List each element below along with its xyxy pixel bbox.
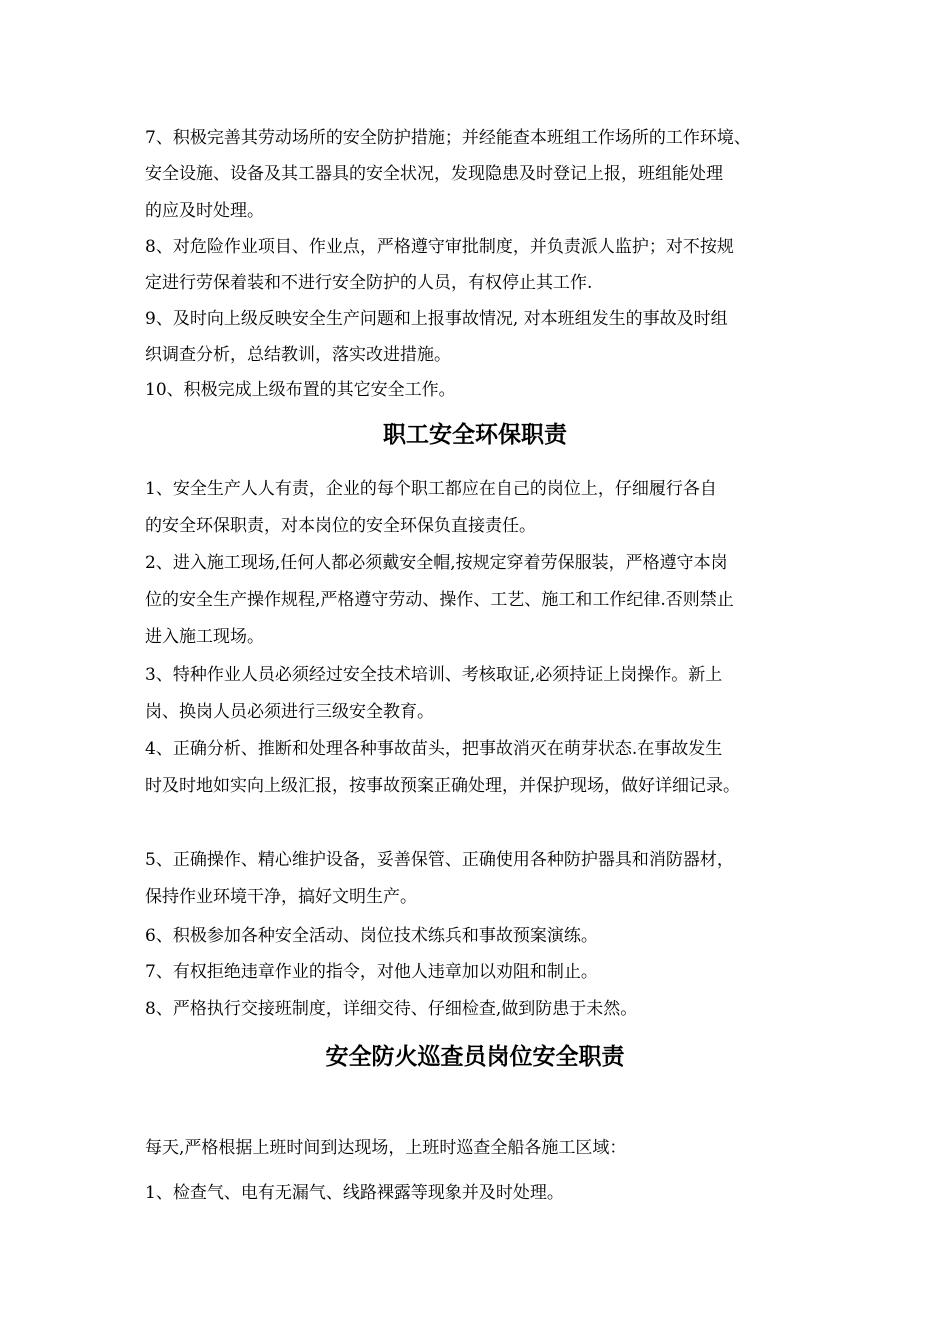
- text-line: 位的安全生产操作规程,严格遵守劳动、操作、工艺、施工和工作纪律.否则禁止: [145, 590, 734, 610]
- text-line: 安全设施、设备及其工器具的安全状况，发现隐患及时登记上报，班组能处理: [145, 164, 723, 184]
- section-title: 职工安全环保职责: [383, 421, 567, 448]
- text-line: 8、对危险作业项目、作业点，严格遵守审批制度，并负责派人监护；对不按规: [145, 237, 734, 257]
- section-title: 安全防火巡查员岗位安全职责: [325, 1043, 625, 1070]
- text-line: 织调查分析，总结教训，落实改进措施。: [145, 345, 451, 365]
- text-line: 7、积极完善其劳动场所的安全防护措施；并经能查本班组工作场所的工作环境、: [145, 128, 751, 148]
- text-line: 5、正确操作、精心维护设备，妥善保管、正确使用各种防护器具和消防器材，: [145, 850, 734, 870]
- text-line: 每天,严格根据上班时间到达现场，上班时巡查全船各施工区域：: [145, 1138, 627, 1158]
- text-line: 3、特种作业人员必须经过安全技术培训、考核取证,必须持证上岗操作。新上: [145, 665, 723, 685]
- text-line: 10、积极完成上级布置的其它安全工作。: [145, 380, 456, 400]
- text-line: 岗、换岗人员必须进行三级安全教育。: [145, 702, 434, 722]
- text-line: 2、进入施工现场,任何人都必须戴安全帽,按规定穿着劳保服装，严格遵守本岗: [145, 553, 728, 573]
- text-line: 时及时地如实向上级汇报，按事故预案正确处理，并保护现场，做好详细记录。: [145, 776, 740, 796]
- text-line: 的安全环保职责，对本岗位的安全环保负直接责任。: [145, 516, 536, 536]
- text-line: 1、检查气、电有无漏气、线路裸露等现象并及时处理。: [145, 1183, 564, 1203]
- text-line: 的应及时处理。: [145, 201, 264, 221]
- text-line: 进入施工现场。: [145, 627, 264, 647]
- text-line: 4、正确分析、推断和处理各种事故苗头，把事故消灭在萌芽状态.在事故发生: [145, 739, 723, 759]
- text-line: 8、严格执行交接班制度，详细交待、仔细检查,做到防患于未然。: [145, 999, 638, 1019]
- text-line: 7、有权拒绝违章作业的指令，对他人违章加以劝阻和制止。: [145, 962, 598, 982]
- text-line: 定进行劳保着装和不进行安全防护的人员，有权停止其工作.: [145, 273, 593, 293]
- text-line: 6、积极参加各种安全活动、岗位技术练兵和事故预案演练。: [145, 926, 598, 946]
- text-line: 9、及时向上级反映安全生产问题和上报事故情况, 对本班组发生的事故及时组: [145, 309, 728, 329]
- text-line: 1、安全生产人人有责，企业的每个职工都应在自己的岗位上，仔细履行各自: [145, 479, 717, 499]
- text-line: 保持作业环境干净，搞好文明生产。: [145, 887, 417, 907]
